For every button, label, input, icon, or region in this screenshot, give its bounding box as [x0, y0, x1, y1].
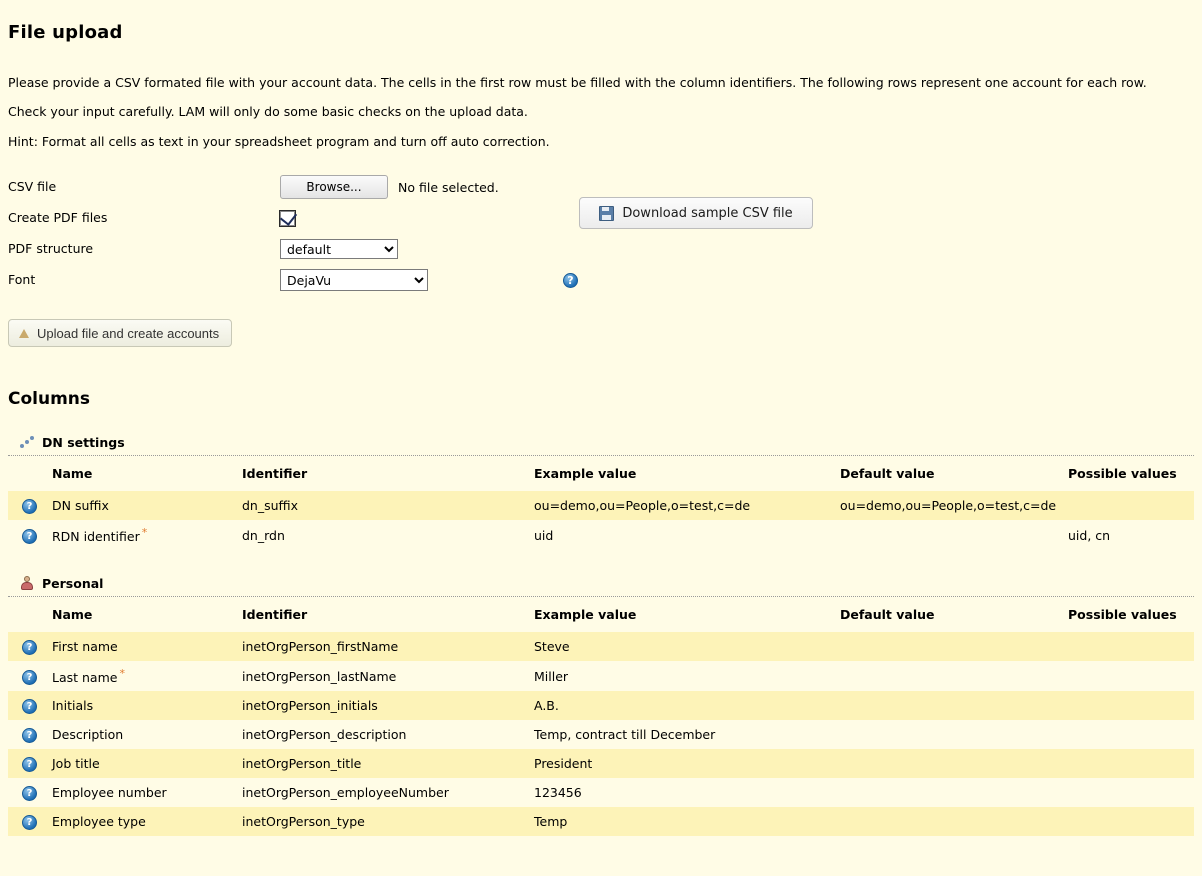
- row-possible: uid, cn: [1068, 527, 1111, 543]
- upload-form: [8, 173, 1194, 347]
- table-header-row: [8, 458, 1194, 491]
- row-identifier: inetOrgPerson_title: [242, 749, 534, 778]
- row-name: Employee type: [52, 807, 242, 836]
- help-icon[interactable]: ?: [22, 529, 37, 544]
- row-possible: [1068, 807, 1194, 836]
- pdf-structure-select[interactable]: [280, 239, 398, 259]
- header-name: Name: [52, 607, 93, 623]
- row-identifier: inetOrgPerson_employeeNumber: [242, 785, 449, 801]
- row-name: [52, 520, 242, 550]
- upload-button-label: Upload file and create accounts: [37, 325, 220, 341]
- row-example: ou=demo,ou=People,o=test,c=de: [534, 491, 840, 520]
- row-example: President: [534, 749, 840, 778]
- row-example: Miller: [534, 668, 569, 684]
- header-example: Example value: [534, 466, 637, 482]
- intro-hint: Hint: Format all cells as text in your spreadsheet program and turn off auto correction.: [8, 133, 550, 149]
- header-possible: Possible values: [1068, 607, 1177, 623]
- pdf-structure-label: PDF structure: [8, 241, 94, 257]
- intro-line-2: Check your input carefully. LAM will only do some basic checks on the upload data.: [8, 104, 528, 120]
- row-possible: [1068, 691, 1194, 720]
- row-example: A.B.: [534, 691, 840, 720]
- row-default: [840, 807, 1068, 836]
- section-title: Personal: [42, 576, 104, 592]
- row-help-cell: [8, 661, 52, 691]
- row-help-cell: [8, 691, 52, 720]
- row-name: Description: [52, 727, 124, 743]
- save-disk-icon: [599, 206, 614, 221]
- section-header-personal: [8, 576, 1194, 597]
- header-name: Name: [52, 466, 93, 482]
- header-icon-spacer: [8, 599, 52, 632]
- table-row: [8, 632, 1194, 661]
- section-header-dn-settings: [8, 435, 1194, 456]
- row-possible: [1068, 491, 1194, 520]
- header-icon-spacer: [8, 458, 52, 491]
- help-icon[interactable]: ?: [22, 640, 37, 655]
- table-header-row: [8, 599, 1194, 632]
- row-identifier: dn_rdn: [242, 527, 285, 543]
- no-file-selected-text: No file selected.: [398, 179, 499, 195]
- row-help-cell: [8, 520, 52, 550]
- row-possible: [1068, 632, 1194, 661]
- upload-file-button[interactable]: [8, 319, 232, 347]
- required-marker: *: [141, 526, 148, 540]
- browse-button[interactable]: Browse...: [280, 175, 388, 199]
- table-row: [8, 807, 1194, 836]
- row-example: Temp: [534, 807, 840, 836]
- row-identifier: dn_suffix: [242, 491, 534, 520]
- row-name: Job title: [52, 749, 242, 778]
- table-row: [8, 720, 1194, 749]
- table-row: [8, 691, 1194, 720]
- font-label: Font: [8, 272, 36, 288]
- row-default: ou=demo,ou=People,o=test,c=de: [840, 491, 1068, 520]
- download-sample-csv-button[interactable]: [579, 197, 813, 229]
- help-icon[interactable]: ?: [22, 728, 37, 743]
- section-dn-settings: [8, 435, 1194, 550]
- help-icon[interactable]: ?: [563, 273, 578, 288]
- header-identifier: Identifier: [242, 466, 308, 482]
- row-default: [840, 520, 1068, 550]
- help-icon[interactable]: ?: [22, 786, 37, 801]
- table-row: [8, 520, 1194, 550]
- help-icon[interactable]: ?: [22, 670, 37, 685]
- row-identifier: inetOrgPerson_description: [242, 727, 407, 743]
- intro-text: [8, 73, 1168, 151]
- section-personal: [8, 576, 1194, 836]
- row-help-cell: [8, 807, 52, 836]
- create-pdf-label: Create PDF files: [8, 210, 108, 226]
- help-icon[interactable]: ?: [22, 499, 37, 514]
- row-name: DN suffix: [52, 491, 242, 520]
- row-example: 123456: [534, 785, 582, 801]
- row-identifier: inetOrgPerson_firstName: [242, 632, 534, 661]
- row-default: [840, 691, 1068, 720]
- upload-arrow-icon: [19, 329, 29, 338]
- row-possible: [1068, 749, 1194, 778]
- row-name-label: Last name: [52, 670, 118, 686]
- table-row: [8, 749, 1194, 778]
- row-name: First name: [52, 632, 242, 661]
- help-icon[interactable]: ?: [22, 815, 37, 830]
- section-title: DN settings: [42, 435, 125, 451]
- csv-file-control: [280, 175, 499, 199]
- row-possible: [1068, 720, 1194, 749]
- row-default: [840, 632, 1068, 661]
- row-name: Initials: [52, 691, 242, 720]
- row-name: [52, 661, 242, 691]
- header-default: Default value: [840, 466, 935, 482]
- help-icon[interactable]: ?: [22, 699, 37, 714]
- download-sample-label: Download sample CSV file: [622, 205, 793, 221]
- page-title: File upload: [8, 22, 123, 43]
- intro-line-1: Please provide a CSV formated file with your account data. The cells in the first row must be filled with the column identifiers. The following rows represent one account for each row.: [8, 75, 1147, 90]
- row-help-cell: [8, 632, 52, 661]
- row-default: [840, 749, 1068, 778]
- dn-settings-icon: [20, 436, 34, 450]
- row-default: [840, 778, 1068, 807]
- required-marker: *: [119, 667, 125, 681]
- row-help-cell: [8, 749, 52, 778]
- font-select[interactable]: [280, 269, 428, 291]
- row-name-label: RDN identifier: [52, 529, 140, 545]
- row-name: Employee number: [52, 785, 167, 801]
- header-example: Example value: [534, 607, 637, 623]
- checkmark-icon: [280, 208, 297, 226]
- row-example: Steve: [534, 632, 840, 661]
- table-row: [8, 491, 1194, 520]
- row-help-cell: [8, 720, 52, 749]
- row-example: Temp, contract till December: [534, 727, 716, 743]
- table-row: [8, 661, 1194, 691]
- dn-settings-table: [8, 458, 1194, 550]
- table-row: [8, 778, 1194, 807]
- header-possible: Possible values: [1068, 466, 1177, 482]
- row-identifier: inetOrgPerson_type: [242, 807, 534, 836]
- columns-heading: Columns: [8, 389, 91, 410]
- header-default: Default value: [840, 607, 935, 623]
- create-pdf-checkbox[interactable]: [280, 211, 295, 226]
- pdf-structure-row: [8, 235, 1194, 263]
- row-possible: [1068, 778, 1194, 807]
- row-possible: [1068, 661, 1194, 691]
- help-icon[interactable]: ?: [22, 757, 37, 772]
- file-upload-page: [0, 22, 1202, 876]
- row-identifier: inetOrgPerson_lastName: [242, 668, 397, 684]
- row-default: [840, 720, 1068, 749]
- row-identifier: inetOrgPerson_initials: [242, 691, 534, 720]
- personal-icon: [20, 576, 34, 591]
- csv-file-label: CSV file: [8, 179, 57, 195]
- row-help-cell: [8, 491, 52, 520]
- row-help-cell: [8, 778, 52, 807]
- personal-table: [8, 599, 1194, 836]
- row-example: uid: [534, 527, 554, 543]
- header-identifier: Identifier: [242, 607, 308, 623]
- row-default: [840, 661, 1068, 691]
- font-row: [8, 266, 1194, 294]
